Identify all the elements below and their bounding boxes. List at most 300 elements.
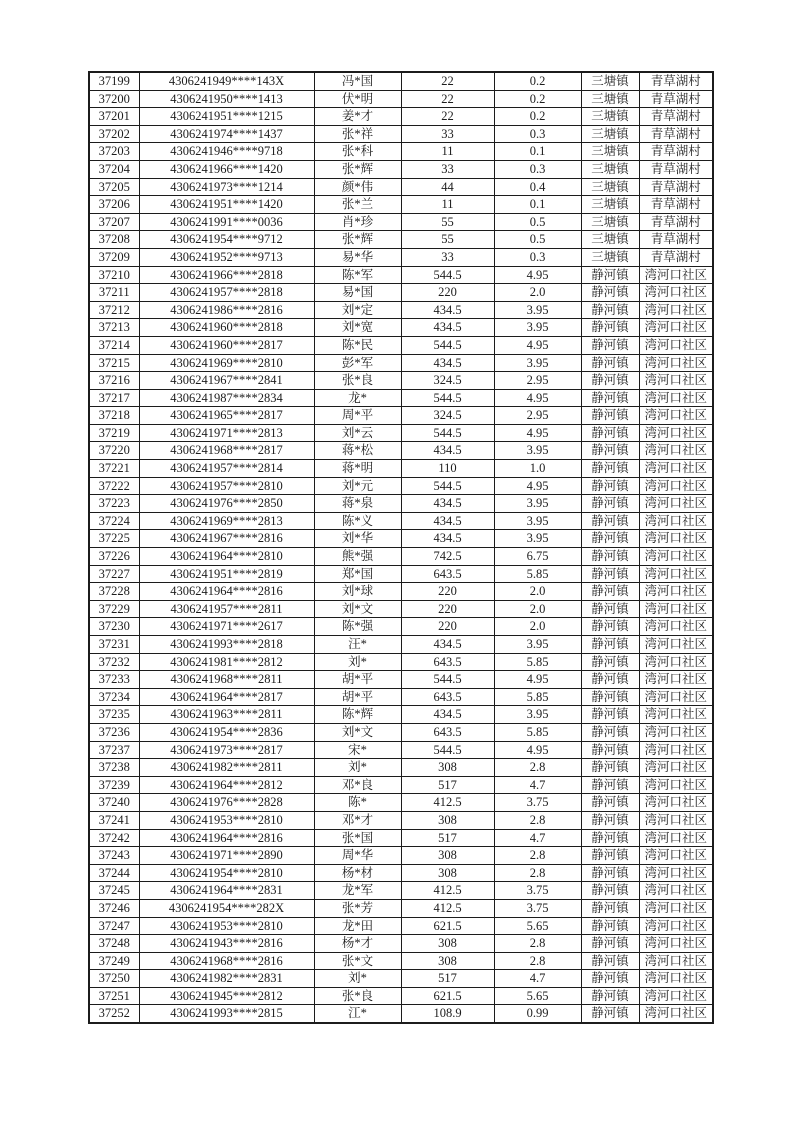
cell-village: 湾河口社区 (639, 636, 713, 654)
cell-serial: 37203 (89, 143, 139, 161)
cell-amount: 11 (401, 143, 494, 161)
cell-id-number: 4306241973****2817 (139, 741, 314, 759)
cell-name: 易*华 (314, 248, 401, 266)
cell-name: 张*良 (314, 987, 401, 1005)
cell-rate: 4.95 (494, 424, 581, 442)
table-row (89, 583, 713, 601)
table-row (89, 372, 713, 390)
cell-serial: 37234 (89, 688, 139, 706)
cell-amount: 412.5 (401, 899, 494, 917)
cell-serial: 37228 (89, 583, 139, 601)
cell-amount: 621.5 (401, 987, 494, 1005)
cell-village: 湾河口社区 (639, 794, 713, 812)
cell-amount: 33 (401, 160, 494, 178)
cell-rate: 0.1 (494, 196, 581, 214)
table-row (89, 407, 713, 425)
cell-serial: 37219 (89, 424, 139, 442)
cell-town: 静河镇 (581, 477, 639, 495)
cell-amount: 220 (401, 583, 494, 601)
cell-rate: 4.7 (494, 776, 581, 794)
table-row (89, 512, 713, 530)
cell-serial: 37243 (89, 847, 139, 865)
cell-town: 静河镇 (581, 882, 639, 900)
cell-id-number: 4306241960****2818 (139, 319, 314, 337)
cell-town: 静河镇 (581, 653, 639, 671)
cell-serial: 37244 (89, 864, 139, 882)
cell-serial: 37214 (89, 336, 139, 354)
table-row (89, 213, 713, 231)
cell-id-number: 4306241953****2810 (139, 811, 314, 829)
cell-serial: 37250 (89, 970, 139, 988)
cell-rate: 5.65 (494, 987, 581, 1005)
table-row (89, 970, 713, 988)
cell-town: 静河镇 (581, 460, 639, 478)
cell-village: 湾河口社区 (639, 389, 713, 407)
table-row (89, 424, 713, 442)
cell-id-number: 4306241963****2811 (139, 706, 314, 724)
cell-id-number: 4306241976****2828 (139, 794, 314, 812)
cell-town: 静河镇 (581, 407, 639, 425)
cell-town: 静河镇 (581, 847, 639, 865)
table-row (89, 829, 713, 847)
cell-amount: 643.5 (401, 688, 494, 706)
table-row (89, 636, 713, 654)
cell-rate: 2.95 (494, 407, 581, 425)
cell-village: 湾河口社区 (639, 548, 713, 566)
cell-village: 湾河口社区 (639, 284, 713, 302)
cell-amount: 544.5 (401, 477, 494, 495)
cell-name: 蒋*松 (314, 442, 401, 460)
cell-amount: 434.5 (401, 354, 494, 372)
cell-serial: 37205 (89, 178, 139, 196)
records-table (88, 71, 714, 1024)
cell-town: 静河镇 (581, 442, 639, 460)
cell-village: 湾河口社区 (639, 618, 713, 636)
cell-serial: 37204 (89, 160, 139, 178)
cell-village: 湾河口社区 (639, 706, 713, 724)
cell-name: 张*文 (314, 952, 401, 970)
cell-town: 三塘镇 (581, 160, 639, 178)
cell-amount: 412.5 (401, 794, 494, 812)
cell-name: 汪* (314, 636, 401, 654)
cell-village: 湾河口社区 (639, 460, 713, 478)
cell-village: 湾河口社区 (639, 407, 713, 425)
cell-village: 青草湖村 (639, 196, 713, 214)
cell-rate: 2.0 (494, 284, 581, 302)
cell-id-number: 4306241991****0036 (139, 213, 314, 231)
cell-town: 静河镇 (581, 583, 639, 601)
cell-serial: 37230 (89, 618, 139, 636)
table-row (89, 108, 713, 126)
table-row (89, 196, 713, 214)
cell-serial: 37249 (89, 952, 139, 970)
cell-rate: 5.85 (494, 565, 581, 583)
table-row (89, 319, 713, 337)
cell-rate: 3.95 (494, 301, 581, 319)
cell-village: 湾河口社区 (639, 1005, 713, 1023)
cell-rate: 0.2 (494, 90, 581, 108)
cell-amount: 324.5 (401, 372, 494, 390)
cell-village: 湾河口社区 (639, 266, 713, 284)
cell-town: 静河镇 (581, 917, 639, 935)
cell-village: 湾河口社区 (639, 653, 713, 671)
cell-village: 湾河口社区 (639, 336, 713, 354)
cell-id-number: 4306241974****1437 (139, 125, 314, 143)
cell-name: 彭*军 (314, 354, 401, 372)
table-row (89, 1005, 713, 1023)
cell-amount: 434.5 (401, 442, 494, 460)
cell-rate: 0.2 (494, 108, 581, 126)
cell-amount: 33 (401, 125, 494, 143)
cell-town: 静河镇 (581, 952, 639, 970)
cell-name: 陈*义 (314, 512, 401, 530)
cell-village: 湾河口社区 (639, 864, 713, 882)
table-row (89, 178, 713, 196)
cell-rate: 3.75 (494, 794, 581, 812)
cell-rate: 0.5 (494, 231, 581, 249)
cell-town: 静河镇 (581, 548, 639, 566)
cell-amount: 108.9 (401, 1005, 494, 1023)
cell-id-number: 4306241964****2812 (139, 776, 314, 794)
cell-rate: 0.1 (494, 143, 581, 161)
cell-town: 静河镇 (581, 864, 639, 882)
table-row (89, 688, 713, 706)
cell-village: 青草湖村 (639, 72, 713, 90)
table-row (89, 442, 713, 460)
cell-rate: 3.95 (494, 319, 581, 337)
cell-name: 龙*田 (314, 917, 401, 935)
cell-serial: 37206 (89, 196, 139, 214)
cell-serial: 37222 (89, 477, 139, 495)
table-row (89, 90, 713, 108)
cell-serial: 37237 (89, 741, 139, 759)
cell-id-number: 4306241964****2816 (139, 583, 314, 601)
cell-amount: 11 (401, 196, 494, 214)
cell-name: 刘*宽 (314, 319, 401, 337)
cell-id-number: 4306241957****2814 (139, 460, 314, 478)
table-row (89, 160, 713, 178)
cell-rate: 4.95 (494, 266, 581, 284)
cell-name: 邓*才 (314, 811, 401, 829)
cell-village: 湾河口社区 (639, 301, 713, 319)
cell-id-number: 4306241976****2850 (139, 495, 314, 513)
cell-town: 静河镇 (581, 424, 639, 442)
cell-rate: 3.75 (494, 899, 581, 917)
cell-id-number: 4306241946****9718 (139, 143, 314, 161)
cell-name: 张*科 (314, 143, 401, 161)
cell-rate: 4.7 (494, 970, 581, 988)
table-row (89, 723, 713, 741)
cell-village: 湾河口社区 (639, 776, 713, 794)
cell-town: 静河镇 (581, 319, 639, 337)
cell-town: 静河镇 (581, 636, 639, 654)
cell-town: 三塘镇 (581, 90, 639, 108)
cell-name: 陈*民 (314, 336, 401, 354)
cell-amount: 517 (401, 970, 494, 988)
table-row (89, 548, 713, 566)
cell-amount: 308 (401, 811, 494, 829)
cell-name: 刘*文 (314, 723, 401, 741)
cell-amount: 55 (401, 231, 494, 249)
cell-id-number: 4306241968****2811 (139, 671, 314, 689)
cell-village: 湾河口社区 (639, 583, 713, 601)
cell-village: 湾河口社区 (639, 354, 713, 372)
cell-name: 陈* (314, 794, 401, 812)
cell-id-number: 4306241953****2810 (139, 917, 314, 935)
cell-name: 刘*华 (314, 530, 401, 548)
table-row (89, 776, 713, 794)
cell-village: 湾河口社区 (639, 565, 713, 583)
cell-name: 易*国 (314, 284, 401, 302)
table-row (89, 530, 713, 548)
cell-name: 颜*伟 (314, 178, 401, 196)
cell-amount: 22 (401, 90, 494, 108)
cell-town: 静河镇 (581, 671, 639, 689)
cell-town: 三塘镇 (581, 178, 639, 196)
table-row (89, 565, 713, 583)
cell-rate: 6.75 (494, 548, 581, 566)
cell-town: 三塘镇 (581, 196, 639, 214)
cell-village: 湾河口社区 (639, 899, 713, 917)
cell-amount: 324.5 (401, 407, 494, 425)
cell-serial: 37248 (89, 935, 139, 953)
table-row (89, 354, 713, 372)
cell-amount: 44 (401, 178, 494, 196)
cell-village: 湾河口社区 (639, 512, 713, 530)
cell-rate: 5.65 (494, 917, 581, 935)
cell-village: 湾河口社区 (639, 987, 713, 1005)
cell-name: 刘* (314, 970, 401, 988)
cell-town: 三塘镇 (581, 231, 639, 249)
cell-rate: 2.8 (494, 811, 581, 829)
cell-name: 张*兰 (314, 196, 401, 214)
cell-village: 青草湖村 (639, 213, 713, 231)
cell-amount: 308 (401, 935, 494, 953)
cell-id-number: 4306241993****2815 (139, 1005, 314, 1023)
cell-amount: 434.5 (401, 301, 494, 319)
cell-village: 湾河口社区 (639, 723, 713, 741)
cell-amount: 544.5 (401, 266, 494, 284)
cell-id-number: 4306241952****9713 (139, 248, 314, 266)
cell-name: 张*辉 (314, 231, 401, 249)
cell-serial: 37232 (89, 653, 139, 671)
cell-town: 三塘镇 (581, 248, 639, 266)
cell-id-number: 4306241945****2812 (139, 987, 314, 1005)
cell-name: 胡*平 (314, 671, 401, 689)
cell-amount: 434.5 (401, 495, 494, 513)
cell-amount: 55 (401, 213, 494, 231)
cell-amount: 308 (401, 847, 494, 865)
cell-serial: 37242 (89, 829, 139, 847)
cell-amount: 517 (401, 776, 494, 794)
cell-village: 青草湖村 (639, 178, 713, 196)
cell-name: 陈*军 (314, 266, 401, 284)
cell-serial: 37241 (89, 811, 139, 829)
cell-amount: 742.5 (401, 548, 494, 566)
cell-rate: 5.85 (494, 688, 581, 706)
cell-serial: 37216 (89, 372, 139, 390)
cell-village: 湾河口社区 (639, 600, 713, 618)
cell-name: 郑*国 (314, 565, 401, 583)
cell-rate: 4.95 (494, 741, 581, 759)
cell-serial: 37231 (89, 636, 139, 654)
cell-amount: 544.5 (401, 424, 494, 442)
cell-rate: 2.0 (494, 600, 581, 618)
cell-rate: 2.8 (494, 952, 581, 970)
cell-amount: 22 (401, 108, 494, 126)
cell-amount: 434.5 (401, 636, 494, 654)
table-row (89, 653, 713, 671)
cell-village: 湾河口社区 (639, 829, 713, 847)
cell-rate: 3.95 (494, 636, 581, 654)
cell-amount: 621.5 (401, 917, 494, 935)
cell-name: 熊*强 (314, 548, 401, 566)
cell-town: 静河镇 (581, 899, 639, 917)
cell-town: 静河镇 (581, 829, 639, 847)
cell-serial: 37229 (89, 600, 139, 618)
table-row (89, 125, 713, 143)
cell-name: 周*华 (314, 847, 401, 865)
cell-amount: 517 (401, 829, 494, 847)
cell-serial: 37199 (89, 72, 139, 90)
cell-serial: 37210 (89, 266, 139, 284)
cell-name: 刘*云 (314, 424, 401, 442)
table-row (89, 811, 713, 829)
cell-rate: 0.3 (494, 125, 581, 143)
cell-rate: 3.95 (494, 530, 581, 548)
cell-rate: 0.3 (494, 248, 581, 266)
cell-serial: 37225 (89, 530, 139, 548)
cell-name: 蒋*泉 (314, 495, 401, 513)
cell-serial: 37235 (89, 706, 139, 724)
cell-town: 三塘镇 (581, 143, 639, 161)
cell-village: 湾河口社区 (639, 671, 713, 689)
cell-town: 静河镇 (581, 1005, 639, 1023)
cell-name: 蒋*明 (314, 460, 401, 478)
cell-village: 湾河口社区 (639, 442, 713, 460)
cell-name: 刘* (314, 759, 401, 777)
cell-id-number: 4306241971****2890 (139, 847, 314, 865)
cell-id-number: 4306241969****2813 (139, 512, 314, 530)
cell-town: 静河镇 (581, 336, 639, 354)
cell-id-number: 4306241951****1215 (139, 108, 314, 126)
cell-rate: 3.75 (494, 882, 581, 900)
cell-name: 宋* (314, 741, 401, 759)
cell-amount: 308 (401, 952, 494, 970)
cell-amount: 22 (401, 72, 494, 90)
cell-name: 杨*才 (314, 935, 401, 953)
cell-town: 静河镇 (581, 688, 639, 706)
cell-serial: 37245 (89, 882, 139, 900)
cell-village: 青草湖村 (639, 143, 713, 161)
cell-town: 静河镇 (581, 741, 639, 759)
cell-village: 湾河口社区 (639, 477, 713, 495)
cell-rate: 0.4 (494, 178, 581, 196)
table-row (89, 460, 713, 478)
table-row (89, 143, 713, 161)
cell-id-number: 4306241973****1214 (139, 178, 314, 196)
table-row (89, 987, 713, 1005)
cell-id-number: 4306241964****2831 (139, 882, 314, 900)
cell-name: 张*祥 (314, 125, 401, 143)
cell-id-number: 4306241954****9712 (139, 231, 314, 249)
cell-amount: 544.5 (401, 671, 494, 689)
cell-serial: 37247 (89, 917, 139, 935)
cell-village: 青草湖村 (639, 108, 713, 126)
cell-village: 湾河口社区 (639, 759, 713, 777)
cell-serial: 37220 (89, 442, 139, 460)
cell-town: 静河镇 (581, 759, 639, 777)
cell-rate: 4.95 (494, 671, 581, 689)
cell-id-number: 4306241967****2816 (139, 530, 314, 548)
cell-amount: 220 (401, 284, 494, 302)
cell-town: 三塘镇 (581, 213, 639, 231)
cell-id-number: 4306241954****282X (139, 899, 314, 917)
cell-name: 肖*珍 (314, 213, 401, 231)
cell-id-number: 4306241969****2810 (139, 354, 314, 372)
cell-id-number: 4306241957****2811 (139, 600, 314, 618)
cell-village: 湾河口社区 (639, 935, 713, 953)
cell-town: 静河镇 (581, 987, 639, 1005)
cell-name: 陈*强 (314, 618, 401, 636)
cell-amount: 544.5 (401, 336, 494, 354)
cell-name: 张*芳 (314, 899, 401, 917)
cell-rate: 3.95 (494, 706, 581, 724)
cell-rate: 4.95 (494, 389, 581, 407)
cell-town: 静河镇 (581, 512, 639, 530)
cell-id-number: 4306241960****2817 (139, 336, 314, 354)
cell-name: 龙* (314, 389, 401, 407)
cell-serial: 37209 (89, 248, 139, 266)
cell-rate: 0.3 (494, 160, 581, 178)
cell-id-number: 4306241971****2813 (139, 424, 314, 442)
cell-town: 静河镇 (581, 301, 639, 319)
cell-amount: 220 (401, 600, 494, 618)
cell-id-number: 4306241982****2811 (139, 759, 314, 777)
cell-village: 湾河口社区 (639, 495, 713, 513)
cell-village: 湾河口社区 (639, 952, 713, 970)
cell-name: 刘* (314, 653, 401, 671)
cell-town: 静河镇 (581, 811, 639, 829)
cell-town: 静河镇 (581, 266, 639, 284)
cell-rate: 4.95 (494, 477, 581, 495)
cell-serial: 37246 (89, 899, 139, 917)
cell-serial: 37202 (89, 125, 139, 143)
cell-rate: 2.0 (494, 618, 581, 636)
cell-serial: 37215 (89, 354, 139, 372)
cell-id-number: 4306241967****2841 (139, 372, 314, 390)
cell-village: 湾河口社区 (639, 811, 713, 829)
cell-town: 静河镇 (581, 389, 639, 407)
cell-amount: 643.5 (401, 653, 494, 671)
table-row (89, 759, 713, 777)
cell-id-number: 4306241968****2817 (139, 442, 314, 460)
cell-name: 江* (314, 1005, 401, 1023)
cell-id-number: 4306241968****2816 (139, 952, 314, 970)
cell-serial: 37212 (89, 301, 139, 319)
cell-serial: 37239 (89, 776, 139, 794)
table-row (89, 882, 713, 900)
cell-amount: 544.5 (401, 389, 494, 407)
cell-village: 湾河口社区 (639, 741, 713, 759)
cell-town: 三塘镇 (581, 108, 639, 126)
cell-serial: 37207 (89, 213, 139, 231)
cell-id-number: 4306241986****2816 (139, 301, 314, 319)
cell-amount: 434.5 (401, 512, 494, 530)
cell-rate: 4.7 (494, 829, 581, 847)
cell-id-number: 4306241971****2617 (139, 618, 314, 636)
cell-name: 陈*辉 (314, 706, 401, 724)
